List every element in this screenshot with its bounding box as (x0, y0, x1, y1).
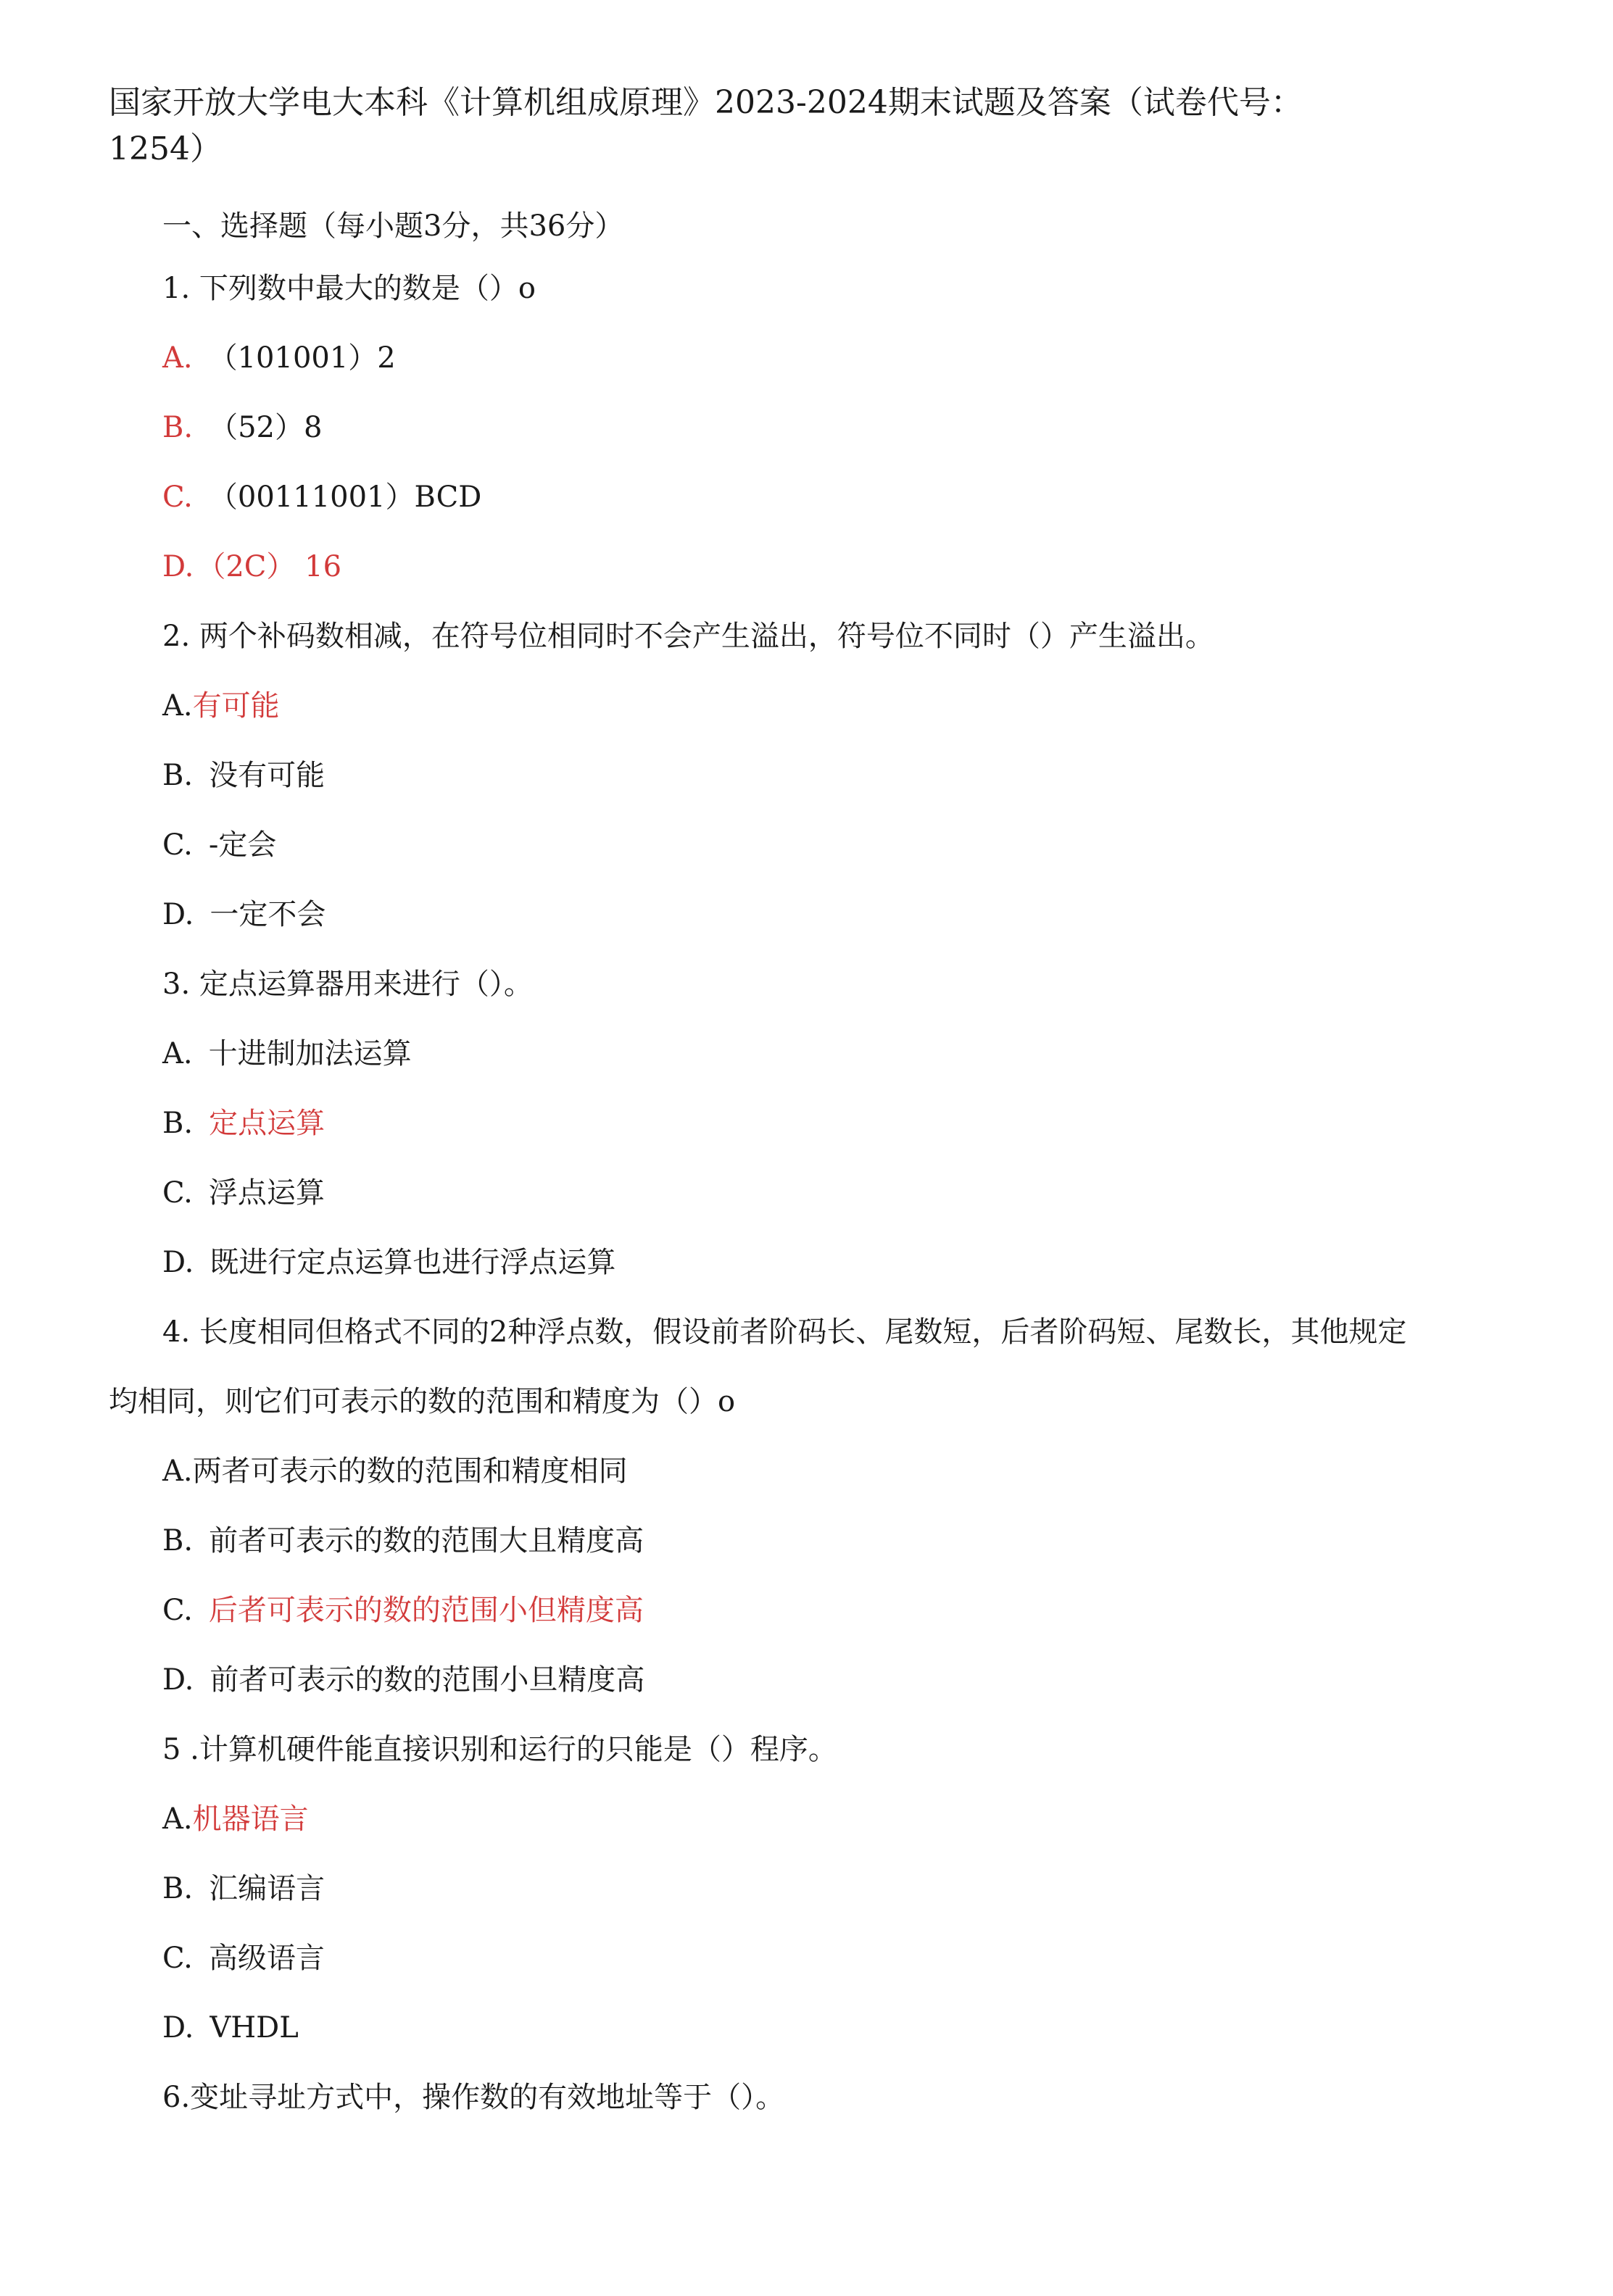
option-text: 定点运算 (209, 1107, 325, 1140)
option-text: 高级语言 (208, 1942, 325, 1975)
option-label: D. (162, 2011, 194, 2045)
question-5-option-d (162, 2010, 299, 2045)
option-label: C. (162, 828, 193, 862)
option-text: 汇编语言 (209, 1872, 325, 1905)
option-text: 既进行定点运算也进行浮点运算 (210, 1246, 616, 1279)
option-label: D. (162, 550, 194, 583)
question-5-option-a-answer (162, 1802, 309, 1837)
option-text: 十进制加法运算 (208, 1037, 412, 1070)
question-1-option-b (162, 410, 322, 445)
option-label: B. (162, 1872, 194, 1905)
question-3-option-d (162, 1245, 615, 1280)
option-label: C. (162, 481, 193, 514)
question-5-option-b (162, 1871, 325, 1906)
option-label: B. (162, 1107, 194, 1140)
question-3-option-c (162, 1176, 325, 1210)
question-2-option-c (162, 828, 276, 862)
question-2-stem: 2. 两个补码数相减，在符号位相同时不会产生溢出，符号位不同时（）产生溢出。 (162, 620, 1214, 653)
question-2-option-d (162, 897, 325, 932)
question-4-stem-continuation: 均相同，则它们可表示的数的范围和精度为（）o (109, 1385, 736, 1418)
option-label: A. (162, 1037, 193, 1070)
option-text: 有可能 (192, 689, 280, 723)
question-5-stem: 5 .计算机硬件能直接识别和运行的只能是（）程序。 (162, 1733, 837, 1766)
option-label: A. (162, 1802, 193, 1836)
option-text: 前者可表示的数的范围小旦精度高 (210, 1663, 645, 1697)
option-text: （00111001）BCD (208, 481, 482, 514)
option-text: 没有可能 (209, 759, 325, 792)
option-text: 机器语言 (192, 1802, 309, 1836)
option-text: 前者可表示的数的范围大且精度高 (209, 1524, 644, 1557)
option-text: VHDL (210, 2011, 299, 2045)
question-4-option-d (162, 1663, 644, 1697)
option-label: B. (162, 759, 194, 792)
question-3-stem: 3. 定点运算器用来进行（）。 (162, 968, 533, 1001)
question-1-option-c (162, 480, 481, 515)
option-label: C. (162, 1176, 193, 1210)
option-label: B. (162, 1524, 194, 1557)
option-text: （101001）2 (208, 341, 396, 375)
option-text: （52）8 (209, 411, 323, 444)
question-2-option-a-answer (162, 689, 280, 723)
option-text: 一定不会 (210, 898, 326, 931)
option-label: A. (162, 689, 193, 723)
option-text: 浮点运算 (208, 1176, 325, 1210)
question-5-option-c (162, 1941, 325, 1976)
option-text: 后者可表示的数的范围小但精度高 (208, 1594, 644, 1627)
question-4-option-c-answer (162, 1593, 644, 1628)
question-4-option-a (162, 1454, 628, 1489)
option-label: C. (162, 1594, 193, 1627)
question-6-stem: 6.变址寻址方式中，操作数的有效地址等于（）。 (162, 2081, 785, 2114)
option-label: C. (162, 1942, 193, 1975)
document-title: 国家开放大学电大本科《计算机组成原理》2023-2024期末试题及答案（试卷代号： (109, 84, 1303, 121)
option-text: （2C） 16 (196, 550, 342, 583)
question-1-option-d-answer (162, 549, 341, 584)
option-text: 两者可表示的数的范围和精度相同 (192, 1455, 628, 1488)
option-text: -定会 (208, 828, 277, 862)
option-label: D. (162, 898, 194, 931)
question-3-option-a (162, 1036, 412, 1071)
option-label: A. (162, 1455, 193, 1488)
option-label: D. (162, 1246, 194, 1279)
question-2-option-b (162, 758, 325, 793)
question-4-stem: 4. 长度相同但格式不同的2种浮点数，假设前者阶码长、尾数短，后者阶码短、尾数长，其他规定 (162, 1315, 1407, 1349)
option-label: B. (162, 411, 194, 444)
document-title-continuation: 1254） (109, 130, 222, 167)
question-4-option-b (162, 1523, 644, 1558)
option-label: D. (162, 1663, 194, 1697)
section-heading: 一、选择题（每小题3分，共36分） (162, 209, 624, 243)
question-1-option-a (162, 341, 396, 375)
question-3-option-b-answer (162, 1106, 325, 1141)
question-1-stem: 1. 下列数中最大的数是（）o (162, 272, 536, 305)
option-label: A. (162, 341, 193, 375)
